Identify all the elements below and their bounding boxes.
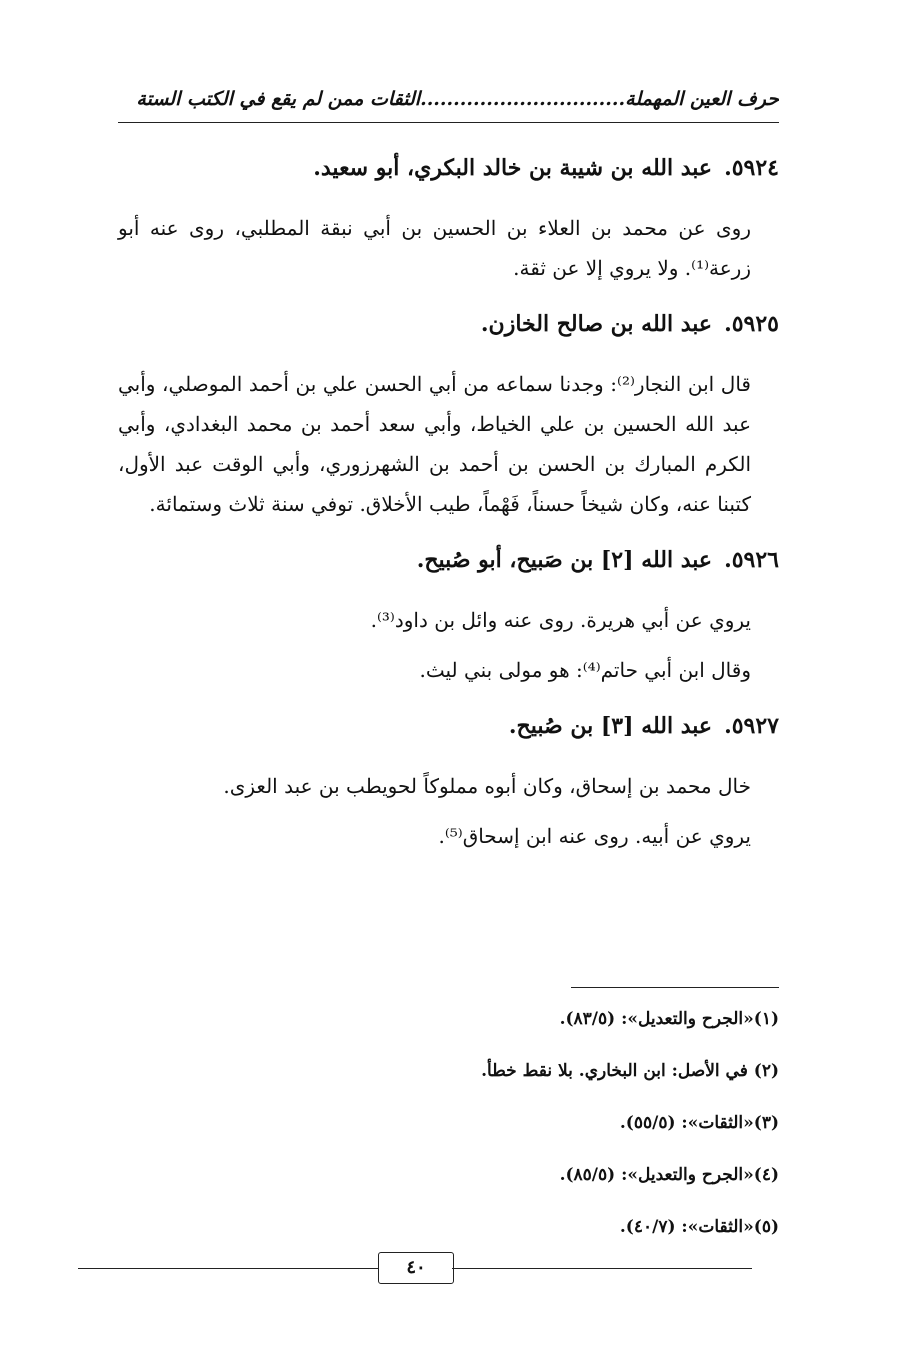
entry-paragraph: وقال ابن أبي حاتم⁽⁴⁾: هو مولى بني ليث.: [419, 658, 751, 682]
footnote: (٢) في الأصل: ابن البخاري. بلا نقط خطأ.: [481, 1061, 779, 1081]
entry-paragraph: خال محمد بن إسحاق، وكان أبوه مملوكاً لحويطب بن عبد العزى.: [223, 774, 751, 798]
footer-rule-left: [78, 1268, 378, 1269]
entry-title: [118, 708, 779, 744]
entry-title: [118, 542, 779, 578]
header-book-title: الثقات ممن لم يقع في الكتب الستة: [136, 88, 421, 110]
entry-title: [118, 150, 779, 186]
footnote: (٥)«الثقات»: (٤٠/٧).: [619, 1217, 779, 1237]
entry-paragraph: يروي عن أبي هريرة. روى عنه وائل بن داود⁽³⁾.: [370, 608, 751, 632]
entry-name: عبد الله [٢] بن صَبيح، أبو صُبيح.: [416, 547, 713, 573]
entry-title: [118, 306, 779, 342]
footnotes: [118, 1004, 779, 1264]
footnote: (٤)«الجرح والتعديل»: (٨٥/٥).: [559, 1165, 779, 1185]
header-chapter: حرف العين المهملة: [625, 88, 779, 110]
entry-number: ٥٩٢٤.: [724, 155, 779, 181]
footnote: (١)«الجرح والتعديل»: (٨٣/٥).: [559, 1009, 779, 1029]
footnote: (٣)«الثقات»: (٥٥/٥).: [619, 1113, 779, 1133]
entry-name: عبد الله بن صالح الخازن.: [480, 311, 713, 337]
page-number: ٤٠: [378, 1252, 454, 1284]
page-footer: [78, 1250, 752, 1286]
footer-rule-right: [452, 1268, 752, 1269]
entry-number: ٥٩٢٥.: [724, 311, 779, 337]
main-text: [118, 150, 779, 874]
header-dots: ...............................: [420, 88, 626, 110]
entry-number: ٥٩٢٧.: [724, 713, 779, 739]
entry-number: ٥٩٢٦.: [724, 547, 779, 573]
entry-paragraph: يروي عن أبيه. روى عنه ابن إسحاق⁽⁵⁾.: [438, 824, 751, 848]
entry-paragraph: روى عن محمد بن العلاء بن الحسين بن أبي نبقة المطلبي، روى عنه أبو زرعة⁽¹⁾. ولا يروي إلا عن ثقة.: [118, 216, 751, 280]
entry-name: عبد الله بن شيبة بن خالد البكري، أبو سعيد.: [313, 155, 713, 181]
entry-name: عبد الله [٣] بن صُبيح.: [508, 713, 713, 739]
entry-paragraph: قال ابن النجار⁽²⁾: وجدنا سماعه من أبي الحسن علي بن أحمد الموصلي، وأبي عبد الله الحسين بن علي الخياط، وأبي سعد أحمد بن محمد البغدادي، وأبي الكرم المبارك بن الحسن بن أحمد بن الشهرزوري، وأبي الوقت عبد الأول، كتبنا عنه، وكان شيخاً حسناً، فَهْماً، طيب الأخلاق. توفي سنة ثلاث وستمائة.: [118, 372, 752, 516]
running-header: [118, 88, 779, 123]
footnote-divider: [571, 987, 779, 988]
